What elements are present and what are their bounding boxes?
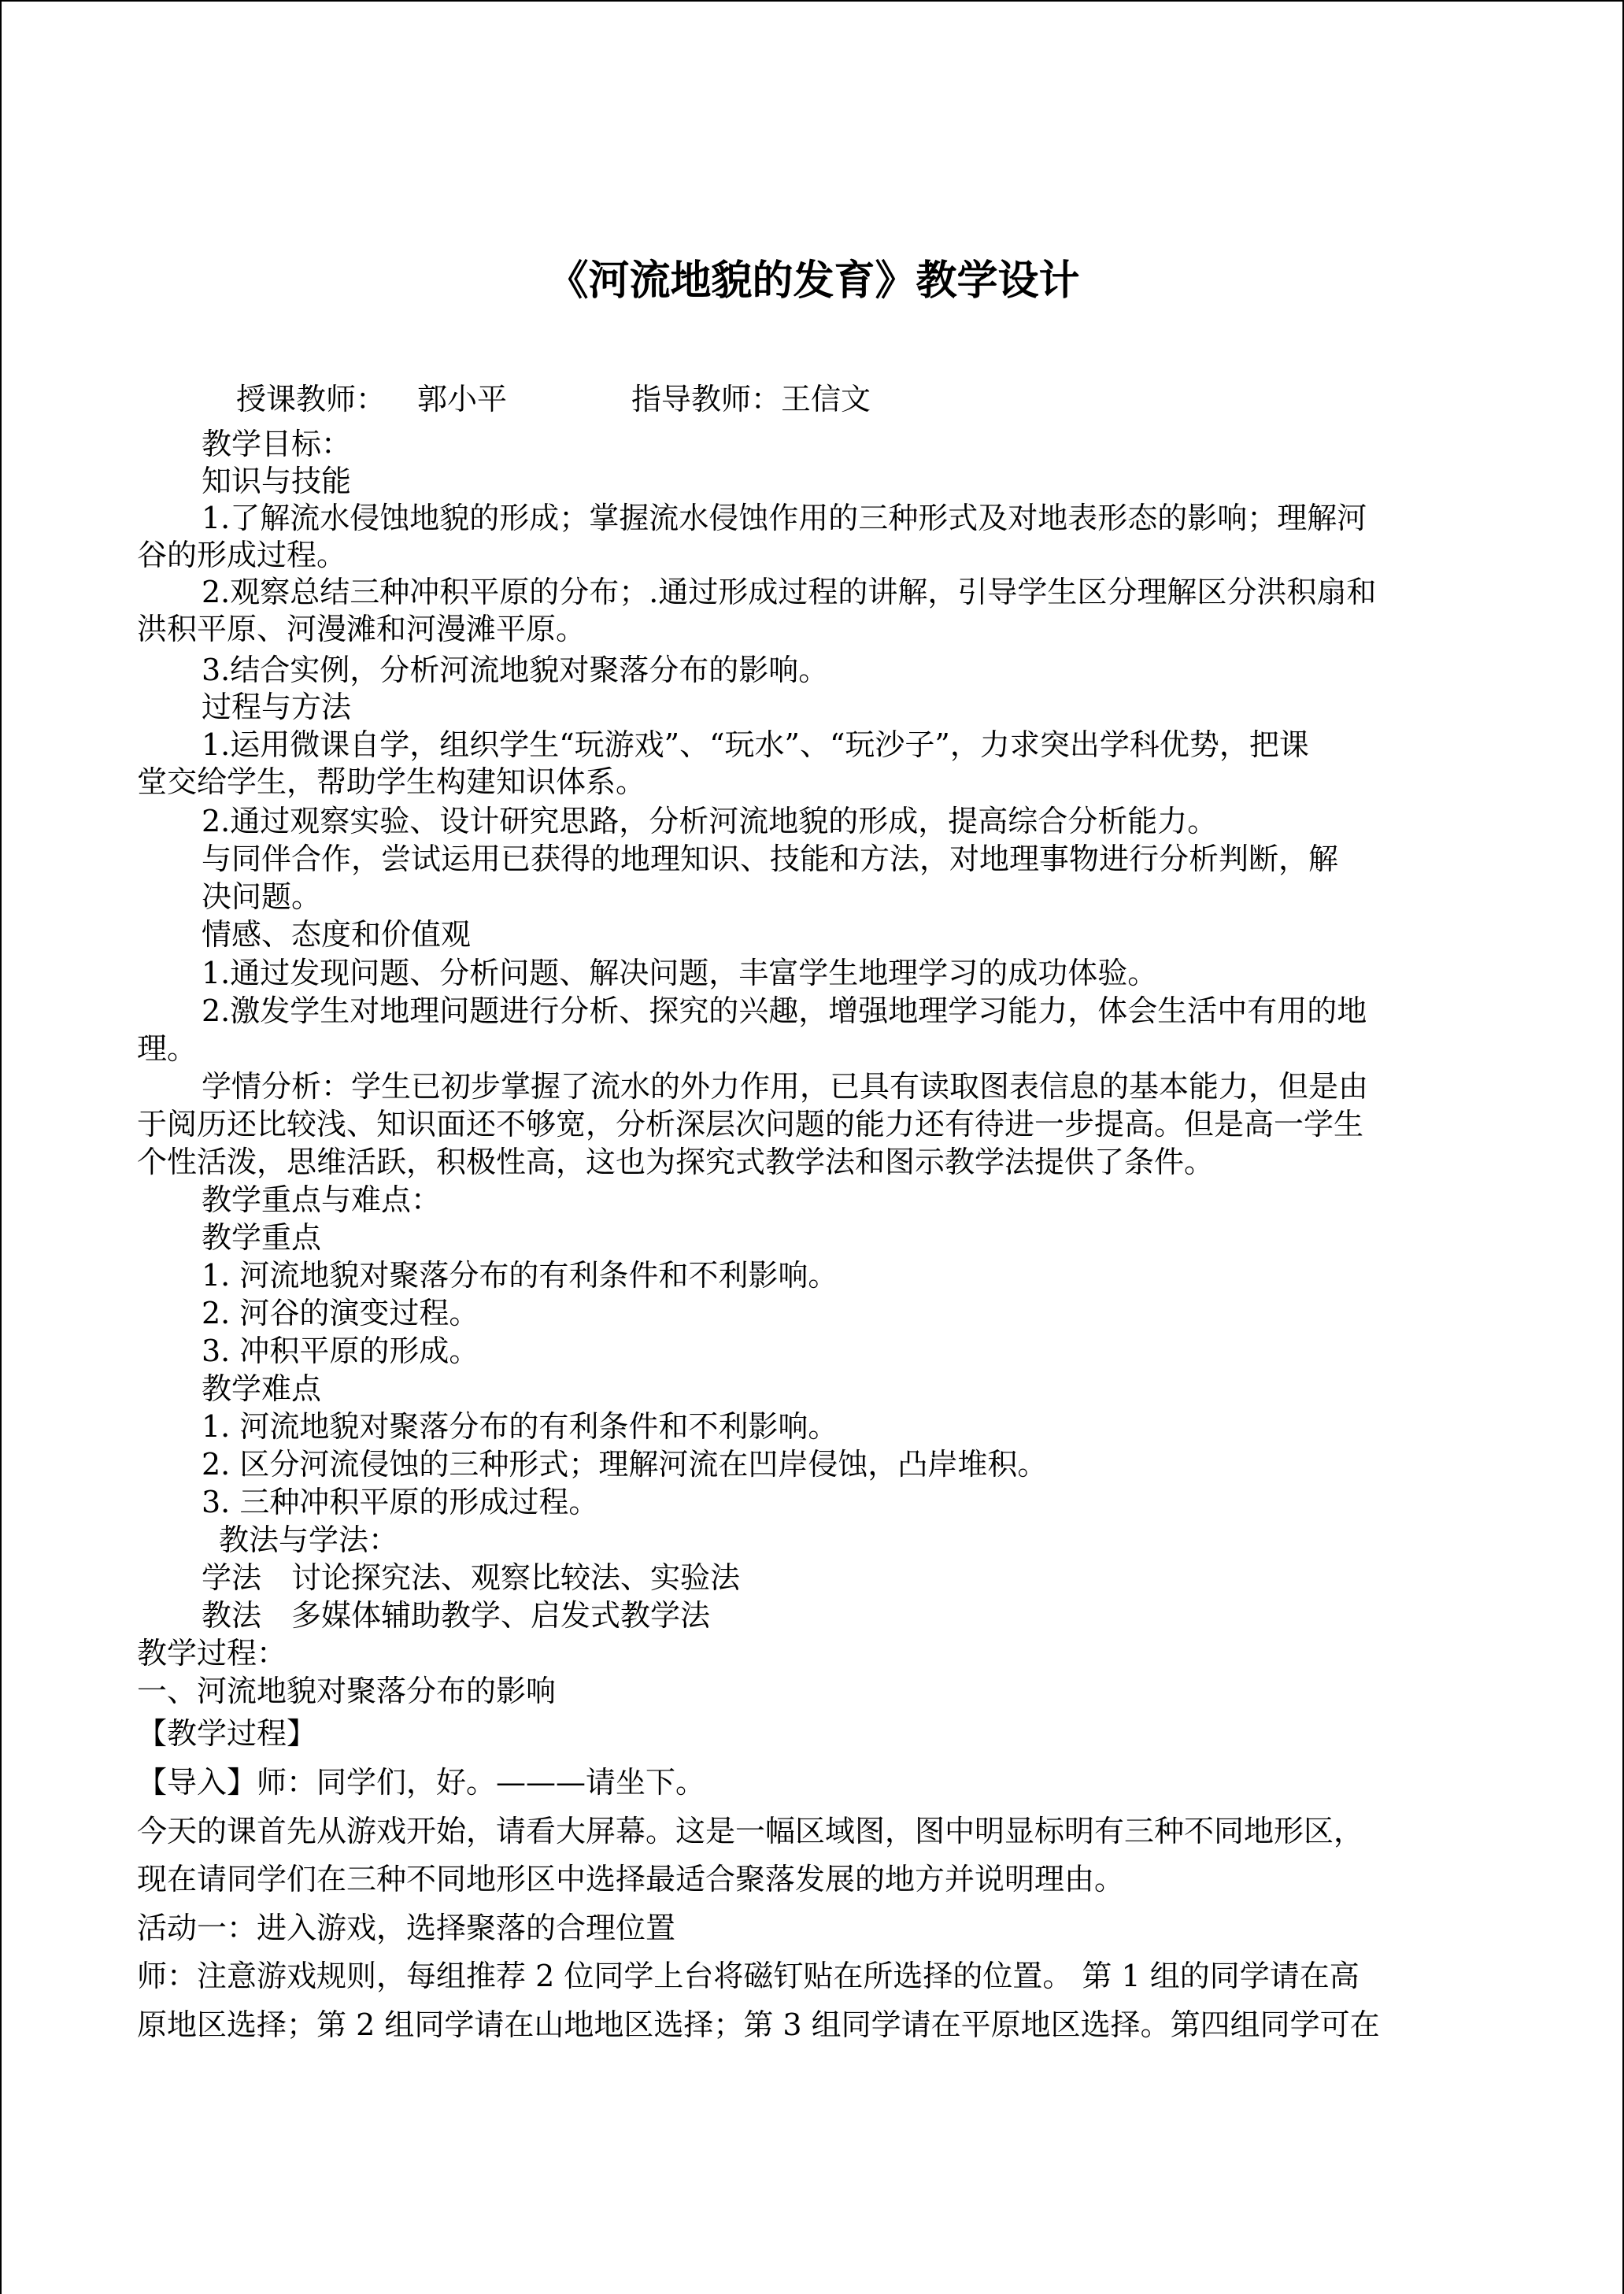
text-line: 3. 冲积平原的形成。 [202, 1334, 479, 1368]
text-line: 谷的形成过程。 [137, 538, 347, 572]
text-line: 现在请同学们在三种不同地形区中选择最适合聚落发展的地方并说明理由。 [137, 1862, 1125, 1896]
text-line: 2.观察总结三种冲积平原的分布；.通过形成过程的讲解，引导学生区分理解区分洪积扇和 [202, 575, 1377, 609]
text-line: 2.通过观察实验、设计研究思路，分析河流地貌的形成，提高综合分析能力。 [202, 804, 1218, 838]
text-line: 教法与学法： [219, 1523, 399, 1557]
document-title: 《河流地貌的发育》教学设计 [547, 257, 1080, 305]
text-line: 1. 河流地貌对聚落分布的有利条件和不利影响。 [202, 1409, 838, 1444]
text-line: 原地区选择；第 2 组同学请在山地地区选择；第 3 组同学请在平原地区选择。第四组同学可在 [137, 2007, 1380, 2042]
text-line: 过程与方法 [202, 690, 352, 724]
text-line: 个性活泼，思维活跃，积极性高，这也为探究式教学法和图示教学法提供了条件。 [137, 1145, 1215, 1179]
text-line: 教学过程： [137, 1636, 287, 1671]
text-line: 与同伴合作，尝试运用已获得的地理知识、技能和方法，对地理事物进行分析判断，解 [202, 842, 1339, 876]
text-line: 1.了解流水侵蚀地貌的形成；掌握流水侵蚀作用的三种形式及对地表形态的影响；理解河 [202, 501, 1367, 535]
teacher-name: 郭小平 [417, 382, 508, 416]
text-line: 学情分析：学生已初步掌握了流水的外力作用，已具有读取图表信息的基本能力，但是由 [202, 1069, 1369, 1104]
text-line: 知识与技能 [202, 464, 352, 498]
text-line: 理。 [137, 1031, 198, 1066]
text-line: 3.结合实例，分析河流地貌对聚落分布的影响。 [202, 653, 829, 687]
text-line: 教学目标： [202, 427, 352, 461]
text-line: 活动一：进入游戏，选择聚落的合理位置 [137, 1911, 676, 1945]
teacher-label: 授课教师： [236, 382, 387, 416]
text-line: 堂交给学生，帮助学生构建知识体系。 [137, 764, 646, 799]
text-line: 2. 河谷的演变过程。 [202, 1296, 479, 1330]
text-line: 情感、态度和价值观 [202, 917, 472, 952]
text-line: 2.激发学生对地理问题进行分析、探究的兴趣，增强地理学习能力，体会生活中有用的地 [202, 993, 1367, 1028]
text-line: 教学难点 [202, 1371, 322, 1406]
text-line: 学法 讨论探究法、观察比较法、实验法 [202, 1560, 741, 1595]
text-line: 洪积平原、河漫滩和河漫滩平原。 [137, 612, 586, 646]
text-line: 2. 区分河流侵蚀的三种形式；理解河流在凹岸侵蚀，凸岸堆积。 [202, 1447, 1048, 1482]
text-line: 【教学过程】 [137, 1716, 317, 1751]
text-line: 3. 三种冲积平原的形成过程。 [202, 1485, 599, 1519]
text-line: 1. 河流地貌对聚落分布的有利条件和不利影响。 [202, 1258, 838, 1293]
advisor: 指导教师：王信文 [631, 382, 871, 416]
text-line: 决问题。 [202, 879, 322, 914]
text-line: 【导入】师：同学们，好。———请坐下。 [137, 1765, 706, 1800]
text-line: 1.通过发现问题、分析问题、解决问题，丰富学生地理学习的成功体验。 [202, 956, 1158, 990]
text-line: 1.运用微课自学，组织学生“玩游戏”、“玩水”、“玩沙子”，力求突出学科优势，把课 [202, 727, 1309, 762]
text-line: 教法 多媒体辅助教学、启发式教学法 [202, 1598, 711, 1633]
text-line: 教学重点与难点： [202, 1182, 442, 1217]
text-line: 一、河流地貌对聚落分布的影响 [137, 1674, 557, 1708]
text-line: 今天的课首先从游戏开始，请看大屏幕。这是一幅区域图，图中明显标明有三种不同地形区， [137, 1814, 1364, 1848]
text-line: 教学重点 [202, 1220, 322, 1255]
text-line: 师：注意游戏规则，每组推荐 2 位同学上台将磁钉贴在所选择的位置。 第 1 组的同学请在高 [137, 1959, 1359, 1993]
text-line: 于阅历还比较浅、知识面还不够宽，分析深层次问题的能力还有待进一步提高。但是高一学生 [137, 1107, 1364, 1141]
